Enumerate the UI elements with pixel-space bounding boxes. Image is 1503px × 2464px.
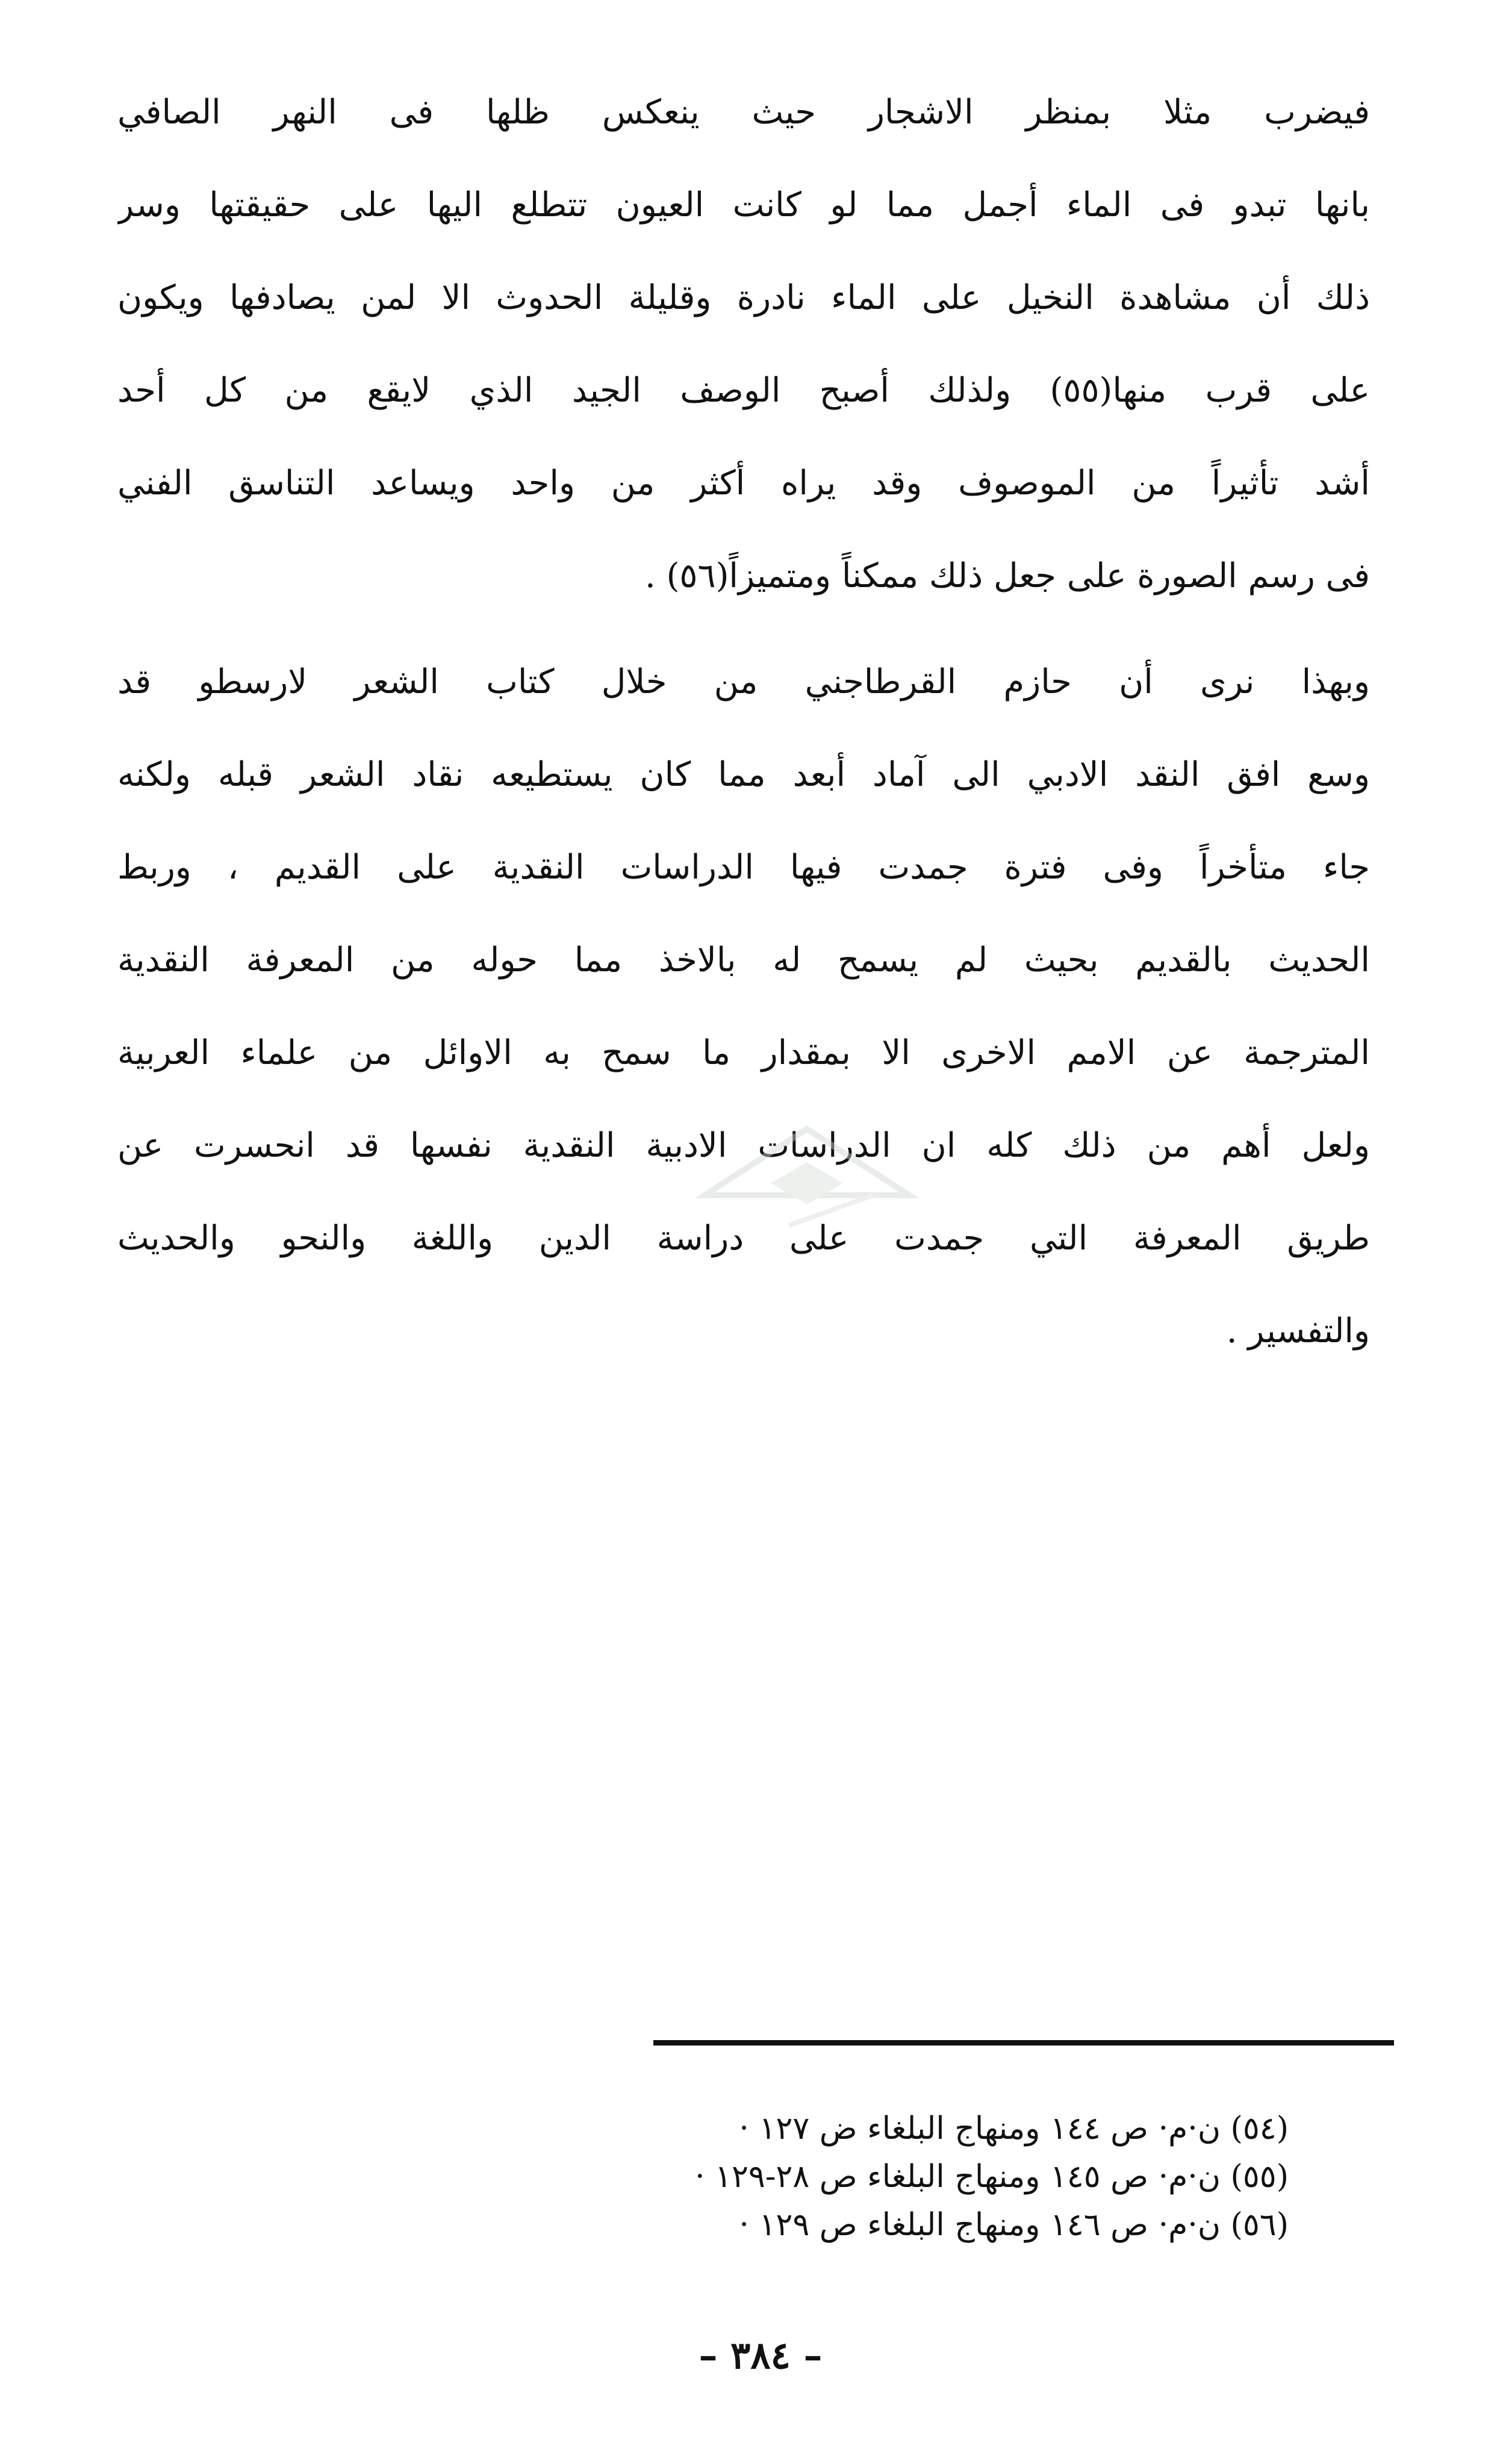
text-line: المترجمة عن الامم الاخرى الا بمقدار ما سمح به الاوائل من علماء العربية	[117, 1033, 1370, 1072]
text-line: بانها تبدو فى الماء أجمل مما لو كانت العيون تتطلع اليها على حقيقتها وسر	[117, 185, 1370, 225]
text-line: والتفسير .	[1226, 1311, 1370, 1351]
text-line: الحديث بالقديم بحيث لم يسمح له بالاخذ مما حوله من المعرفة النقدية	[117, 941, 1370, 980]
text-line: فى رسم الصورة على جعل ذلك ممكناً ومتميزاً(٥٦) .	[644, 556, 1370, 596]
text-line: ولعل أهم من ذلك كله ان الدراسات الادبية النقدية نفسها قد انحسرت عن	[117, 1126, 1370, 1165]
watermark-logo	[680, 1105, 933, 1262]
text-line: وسع افق النقد الادبي الى آماد أبعد مما كان يستطيعه نقاد الشعر قبله ولكنه	[117, 755, 1370, 794]
footnote-56: (٥٦) ن·م· ص ١٤٦ ومنهاج البلغاء ص ١٢٩ ·	[739, 2207, 1289, 2243]
text-line: طريق المعرفة التي جمدت على دراسة الدين واللغة والنحو والحديث	[117, 1219, 1370, 1258]
paragraph-2	[117, 636, 1370, 1378]
text-line: فيضرب مثلا بمنظر الاشجار حيث ينعكس ظلها فى النهر الصافي	[117, 93, 1370, 132]
text-line: وبهذا نرى أن حازم القرطاجني من خلال كتاب الشعر لارسطو قد	[117, 662, 1370, 702]
page-number: – ٣٨٤ –	[699, 2333, 823, 2377]
footnote-54: (٥٤) ن·م· ص ١٤٤ ومنهاج البلغاء ض ١٢٧ ·	[739, 2111, 1289, 2147]
footnote-55: (٥٥) ن·م· ص ١٤٥ ومنهاج البلغاء ص ٢٨-١٢٩ ·	[694, 2159, 1289, 2195]
text-line: جاء متأخراً وفى فترة جمدت فيها الدراسات النقدية على القديم ، وربط	[117, 848, 1370, 887]
text-line: أشد تأثيراً من الموصوف وقد يراه أكثر من واحد ويساعد التناسق الفني	[117, 464, 1370, 503]
paragraph-1	[117, 66, 1370, 623]
text-line: على قرب منها(٥٥) ولذلك أصبح الوصف الجيد الذي لايقع من كل أحد	[117, 371, 1370, 410]
footnote-separator	[653, 2040, 1394, 2046]
text-line: ذلك أن مشاهدة النخيل على الماء نادرة وقليلة الحدوث الا لمن يصادفها ويكون	[117, 278, 1370, 317]
footnotes	[301, 2105, 1289, 2249]
